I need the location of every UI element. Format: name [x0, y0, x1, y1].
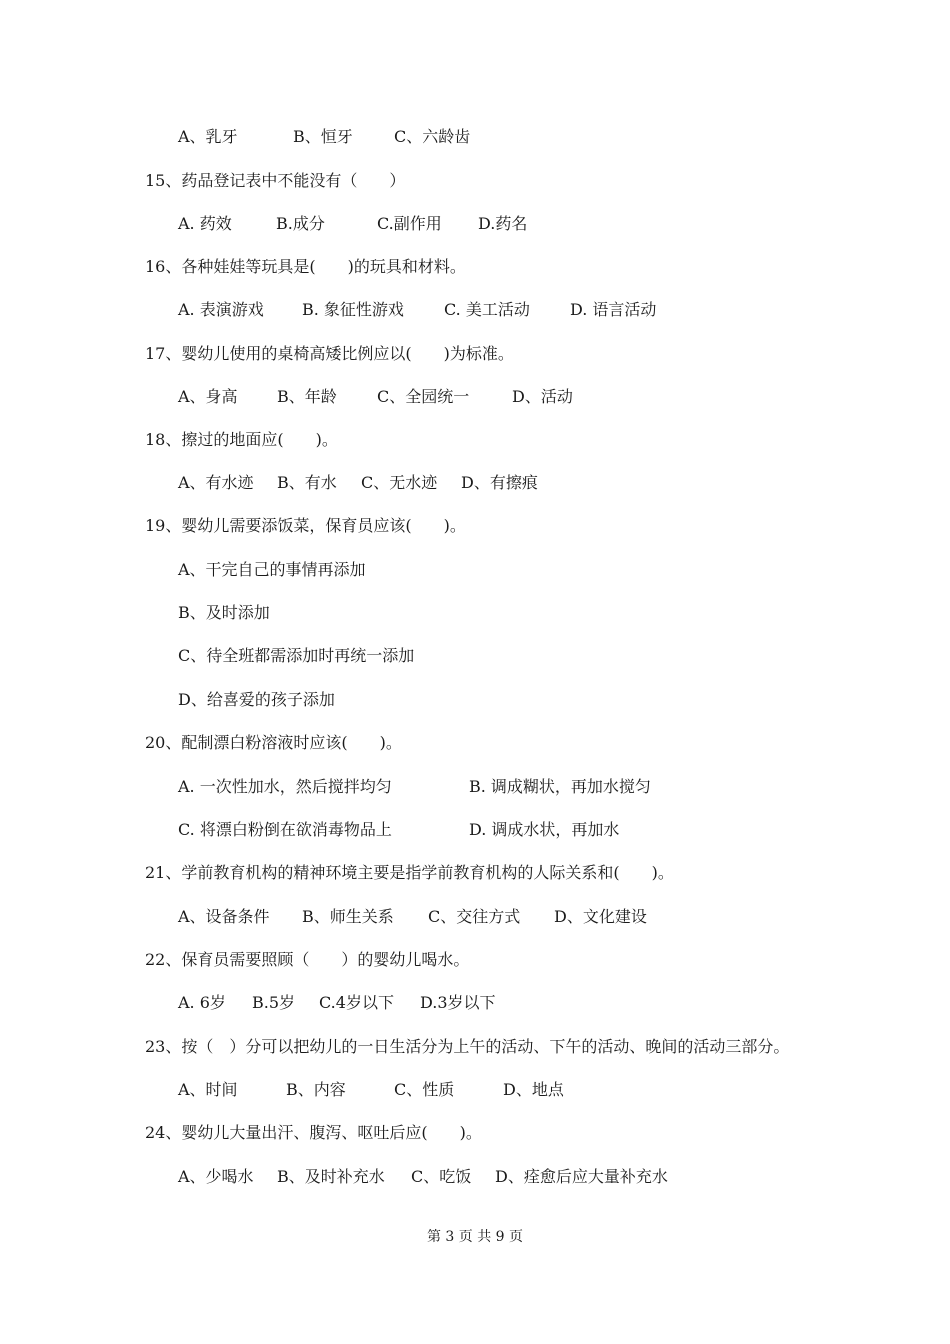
- option-d: D、痊愈后应大量补充水: [495, 1167, 668, 1186]
- option-a: A. 一次性加水，然后搅拌均匀: [178, 777, 392, 796]
- option-a: A. 药效: [178, 214, 232, 233]
- option-c: C.4岁以下: [319, 993, 394, 1012]
- option-d: D、活动: [512, 387, 573, 406]
- question-19-option-b: B、及时添加: [178, 603, 270, 622]
- option-c: C、性质: [394, 1080, 455, 1099]
- option-d: D、地点: [503, 1080, 564, 1099]
- question-18-stem: 18、擦过的地面应( )。: [145, 430, 338, 449]
- option-c: C. 将漂白粉倒在欲消毒物品上: [178, 820, 392, 839]
- option-a: A、身高: [178, 387, 238, 406]
- option-b: B.5岁: [252, 993, 296, 1012]
- question-15-stem: 15、药品登记表中不能没有（ ）: [145, 171, 406, 190]
- option-c: C、无水迹: [361, 473, 438, 492]
- page-number-footer: 第 3 页 共 9 页: [426, 1229, 524, 1245]
- option-c: C、吃饭: [411, 1167, 472, 1186]
- option-a: A. 6岁: [178, 993, 226, 1012]
- question-17-stem: 17、婴幼儿使用的桌椅高矮比例应以( )为标准。: [145, 344, 514, 363]
- option-d: D、有擦痕: [461, 473, 538, 492]
- option-b: B、内容: [286, 1080, 346, 1099]
- question-19-option-d: D、给喜爱的孩子添加: [178, 690, 335, 709]
- question-19-option-c: C、待全班都需添加时再统一添加: [178, 646, 415, 665]
- question-22-stem: 22、保育员需要照顾（ ）的婴幼儿喝水。: [145, 950, 470, 969]
- option-a: A、有水迹: [178, 473, 254, 492]
- option-a: A、设备条件: [178, 907, 270, 926]
- question-20-stem: 20、配制漂白粉溶液时应该( )。: [145, 733, 402, 752]
- option-d: D.药名: [478, 214, 528, 233]
- option-d: D、文化建设: [554, 907, 647, 926]
- question-16-stem: 16、各种娃娃等玩具是( )的玩具和材料。: [145, 257, 466, 276]
- option-b: B、有水: [277, 473, 337, 492]
- option-c: C、六龄齿: [394, 127, 471, 146]
- question-23-stem: 23、按（ ）分可以把幼儿的一日生活分为上午的活动、下午的活动、晚间的活动三部分。: [145, 1037, 790, 1056]
- option-d: D. 调成水状，再加水: [469, 820, 620, 839]
- option-c: C.副作用: [377, 214, 442, 233]
- option-b: B. 调成糊状，再加水搅匀: [469, 777, 651, 796]
- option-c: C. 美工活动: [444, 300, 530, 319]
- option-d: D. 语言活动: [570, 300, 657, 319]
- question-19-stem: 19、婴幼儿需要添饭菜，保育员应该( )。: [145, 516, 466, 535]
- option-a: A、少喝水: [178, 1167, 254, 1186]
- option-b: B、师生关系: [302, 907, 394, 926]
- question-24-stem: 24、婴幼儿大量出汗、腹泻、呕吐后应( )。: [145, 1123, 482, 1142]
- option-b: B.成分: [276, 214, 325, 233]
- question-19-option-a: A、干完自己的事情再添加: [178, 560, 366, 579]
- question-21-stem: 21、学前教育机构的精神环境主要是指学前教育机构的人际关系和( )。: [145, 863, 674, 882]
- option-c: C、交往方式: [428, 907, 521, 926]
- option-d: D.3岁以下: [420, 993, 496, 1012]
- option-b: B. 象征性游戏: [302, 300, 404, 319]
- option-a: A、乳牙: [178, 127, 238, 146]
- option-a: A. 表演游戏: [178, 300, 264, 319]
- option-b: B、及时补充水: [277, 1167, 385, 1186]
- option-a: A、时间: [178, 1080, 238, 1099]
- option-c: C、全园统一: [377, 387, 470, 406]
- option-b: B、恒牙: [293, 127, 353, 146]
- option-b: B、年龄: [277, 387, 337, 406]
